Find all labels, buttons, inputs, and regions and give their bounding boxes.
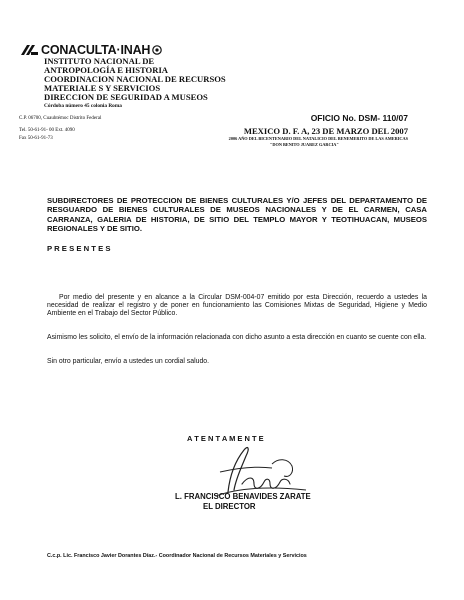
telephone: Tel. 50-61-91- 00 Ext. 4090 (19, 128, 75, 133)
signer-name: L. FRANCISCO BENAVIDES ZARATE (175, 492, 311, 501)
body-paragraph-2: Asimismo les solicito, el envío de la información relacionada con dicho asunto a esta dirección en cuanto se cuente con ella. (47, 334, 427, 341)
motto-line-2: "DON BENITO JUAREZ GARCIA" (270, 142, 339, 147)
institution-line-3: COORDINACION NACIONAL DE RECURSOS (44, 74, 226, 84)
body-paragraph-3: Sin otro particular, envío a ustedes un cordial saludo. (47, 358, 210, 365)
signer-title: EL DIRECTOR (203, 502, 256, 511)
signature-mark (208, 440, 318, 498)
institution-line-1: INSTITUTO NACIONAL DE (44, 56, 155, 66)
body-paragraph-1: Por medio del presente y en alcance a la Circular DSM-004-07 emitido por esta Dirección, recuerdo a ustedes la necesidad de realizar el registro y de poner en funcionamiento las Comisiones Mixtas de Seguridad, Higiene y Medio Ambiente en el Trabajo del Sector Público. (47, 294, 427, 318)
logo-text: CONACULTA·INAH (41, 43, 151, 57)
institution-line-5: DIRECCION DE SEGURIDAD A MUSEOS (44, 92, 208, 102)
cc-line: C.c.p. Lic. Francisco Javier Dorantes Díaz.- Coordinador Nacional de Recursos Materiales y Servicios (47, 553, 307, 559)
motto-line-1: 2006 AÑO DEL BICENTENARIO DEL NATALICIO DEL BENEMERITO DE LAS AMERICAS (228, 136, 408, 141)
address-cp: C.P. 06700, Cuauhtémoc Distrito Federal (19, 116, 102, 121)
inah-emblem-icon (152, 45, 162, 55)
office-number: OFICIO No. DSM- 110/07 (310, 113, 408, 123)
atentamente-label: A T E N T A M E N T E (187, 434, 264, 443)
conaculta-emblem-icon (19, 44, 39, 56)
office-date: MEXICO D. F. A, 23 DE MARZO DEL 2007 (243, 126, 408, 136)
address-street: Córdoba número 45 colonia Roma (44, 103, 122, 109)
recipients-block: SUBDIRECTORES DE PROTECCION DE BIENES CULTURALES Y/O JEFES DEL DEPARTAMENTO DE RESGUARDO DE BIENES CULTURALES DE MUSEOS NACIONALES Y DE EL CARMEN, CASA CARRANZA, GALERIA DE HISTORIA, DE SITIO DEL TEMPLO MAYOR Y TEOTIHUACAN, MUSEOS REGIONALES Y DE SITIO. (47, 196, 427, 233)
institution-line-2: ANTROPOLOGÍA E HISTORIA (44, 65, 169, 75)
presentes-label: P R E S E N T E S (47, 244, 111, 253)
conaculta-inah-logo (19, 43, 162, 57)
institution-line-4: MATERIALE S Y SERVICIOS (44, 83, 161, 93)
fax: Fax 50-61-91-73 (19, 136, 53, 141)
